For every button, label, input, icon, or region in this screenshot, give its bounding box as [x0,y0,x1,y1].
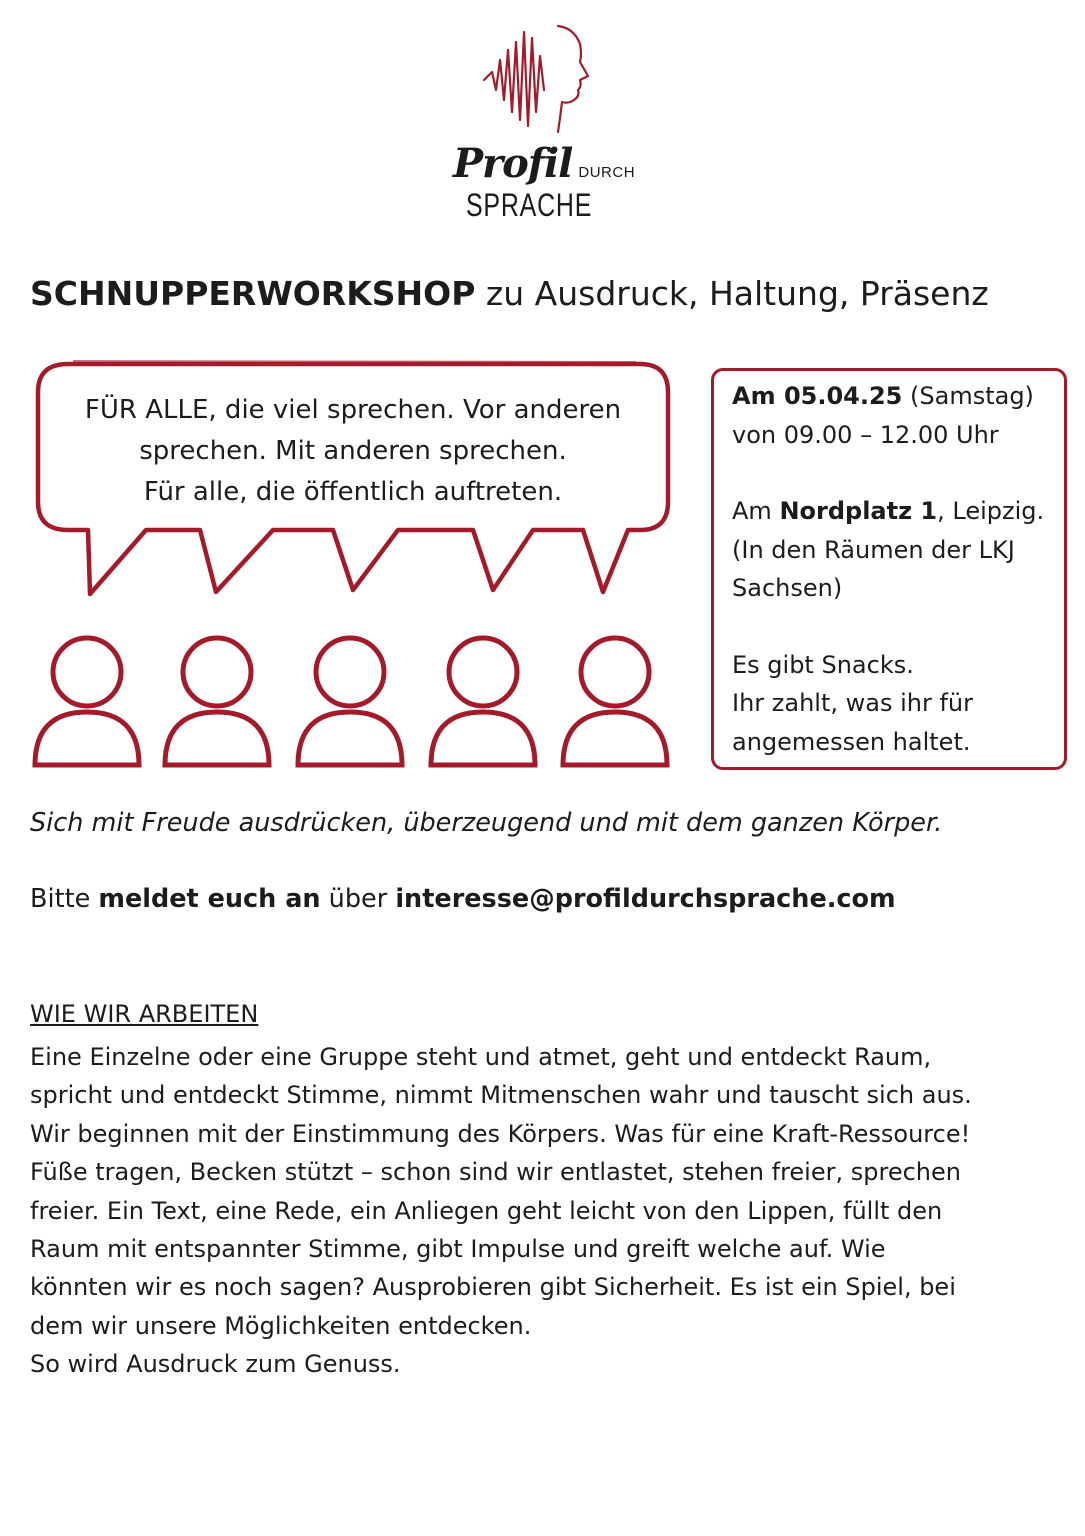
person-icon [165,638,269,765]
page-title [30,274,1070,313]
bubble-line: Für alle, die öffentlich auftreten. [143,477,563,507]
place-note: (In den Räumen der LKJ [732,535,1015,564]
section-heading: WIE WIR ARBEITEN [30,1000,259,1028]
person-icon [298,638,402,765]
signup-email-link[interactable]: interesse@profildurchsprache.com [395,884,896,914]
body-line: Füße tragen, Becken stützt – schon sind wir entlastet, stehen freier, sprechen [30,1158,961,1187]
bubble-line: FÜR ALLE, die viel sprechen. Vor anderen [84,395,622,425]
title-rest: zu Ausdruck, Haltung, Präsenz [485,274,989,313]
event-address: Nordplatz 1 [779,497,938,525]
logo-word-sprache: SPRACHE [466,187,593,223]
event-time: von 09.00 – 12.00 Uhr [732,420,999,449]
payment-note: Ihr zahlt, was ihr für [732,689,974,717]
person-icon [431,638,535,765]
event-date: Am 05.04.25 [732,382,903,410]
event-info-text [732,377,1062,761]
logo-word-profil: Profil [452,140,573,187]
section-body [30,1038,1070,1384]
person-icon [563,638,667,765]
place-note: Sachsen) [732,574,843,602]
signup-mid: über [328,884,388,914]
body-line: Eine Einzelne oder eine Gruppe steht und atmet, geht und entdeckt Raum, [30,1043,932,1071]
body-line: So wird Ausdruck zum Genuss. [30,1350,401,1379]
place-prefix: Am [732,497,772,525]
body-line: könnten wir es noch sagen? Ausprobieren gibt Sicherheit. Es ist ein Spiel, bei [30,1273,956,1302]
bubble-line: sprechen. Mit anderen sprechen. [139,436,567,466]
logo-word-durch: DURCH [578,164,636,181]
payment-note: angemessen haltet. [732,727,971,756]
tagline: Sich mit Freude ausdrücken, überzeugend und mit dem ganzen Körper. [30,808,943,838]
person-icon [35,638,139,765]
voice-profile-icon [470,20,600,135]
signup-pre: Bitte [30,884,91,914]
signup-bold: meldet euch an [98,884,321,914]
body-line: Wir beginnen mit der Einstimmung des Körpers. Was für eine Kraft-Ressource! [30,1119,971,1148]
people-group [30,630,680,775]
speech-bubble-text [50,390,656,513]
logo-wordmark [412,140,682,224]
signup-line [30,884,896,914]
body-line: freier. Ein Text, eine Rede, ein Anliegen geht leicht von den Lippen, füllt den [30,1196,943,1225]
event-city: , Leipzig. [937,497,1045,525]
body-line: spricht und entdeckt Stimme, nimmt Mitmenschen wahr und tauscht sich aus. [30,1081,972,1110]
body-line: dem wir unsere Möglichkeiten entdecken. [30,1311,532,1340]
snacks-note: Es gibt Snacks. [732,650,914,679]
body-line: Raum mit entspannter Stimme, gibt Impulse und greift welche auf. Wie [30,1235,886,1264]
event-weekday: (Samstag) [910,382,1034,410]
title-bold: SCHNUPPERWORKSHOP [30,274,476,313]
